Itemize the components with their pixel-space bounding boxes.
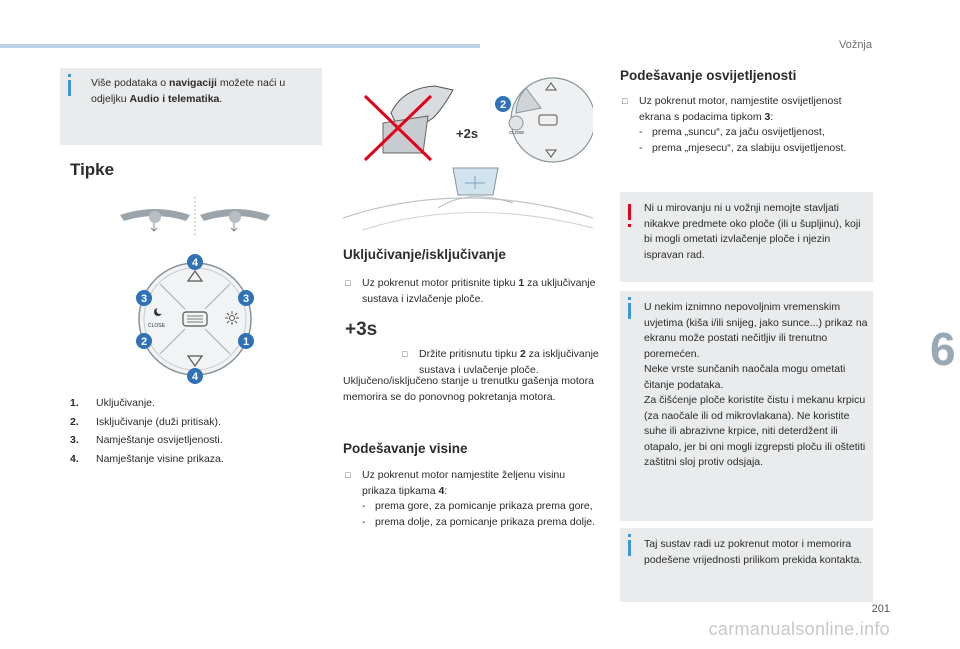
- button-legend-list: [70, 396, 320, 467]
- list-item: 1. Uključivanje.: [70, 397, 155, 409]
- svg-text:1: 1: [242, 336, 250, 348]
- hold-2s-badge: [456, 126, 478, 141]
- header-accent-bar: [0, 44, 480, 48]
- badge-3-left: [136, 290, 152, 306]
- info-text: Više podataka o navigaciji možete naći u odjeljku Audio i telematika.: [91, 77, 286, 105]
- section-title-tipke: Tipke: [70, 160, 115, 179]
- svg-text:4: 4: [191, 371, 199, 383]
- info-box-memory: [620, 528, 873, 602]
- visina-bullet: □ Uz pokrenut motor namjestite željenu visinu prikaza tipkama 4: - prema gore, za pomicanje prikaza prema gore, - prema dolje, za pomicanje prikaza prema dolje.: [343, 468, 597, 530]
- badge-1: [238, 333, 254, 349]
- svg-text:3: 3: [140, 293, 148, 305]
- hold-3s-badge: +3s: [345, 319, 378, 340]
- control-pad-diagram: [130, 252, 260, 387]
- page-number: 201: [871, 603, 890, 615]
- steering-wheel-right-icon: [200, 209, 270, 231]
- badge-4-top: [187, 254, 203, 270]
- warning-text: Ni u mirovanju ni u vožnji nemojte stavljati nikakve predmete oko ploče (ili u šupljinu), koji bi mogli ometati izvlačenje ploče i njezin ispravan rad.: [644, 202, 861, 261]
- watermark: carmanualsonline.info: [708, 619, 890, 639]
- info-text: U nekim iznimno nepovoljnim vremenskim uvjetima (kiša i/ili snijeg, jako sunce...) prikaz na ekranu može postati nečitljiv ili trenutno poremećen. Neke vrste sunčanih naočala mogu ometati čitanje podataka. Za čišćenje ploče koristite čistu i mekanu krpicu (za naočale ili od mikrovlakana). Ne koristite suhe ili abrazivne krpice, niti deterdžent ili otapalo, jer bi oni mogli izgrepsti ploču ili oštetiti zaštitni sloj protiv odsjaja.: [644, 301, 868, 468]
- section-title-visina: Podešavanje visine: [343, 441, 468, 456]
- chapter-title: Vožnja: [838, 39, 872, 51]
- sub-item: - prema „mjesecu“, za slabiju osvijetljenost.: [639, 141, 876, 157]
- svg-text:CLOSE: CLOSE: [509, 130, 525, 135]
- info-box-conditions: [620, 291, 873, 521]
- list-item: 4. Namještanje visine prikaza.: [70, 452, 224, 465]
- dashboard-illustration: [343, 168, 593, 230]
- sub-item: - prema „suncu“, za jaču osvijetljenost,: [639, 125, 876, 141]
- warning-icon: [628, 204, 631, 220]
- svg-text:+2s: +2s: [456, 126, 479, 141]
- steering-wheel-icons: [110, 195, 280, 235]
- svg-text:2: 2: [499, 99, 507, 111]
- info-icon: [628, 303, 631, 319]
- badge-2: [136, 333, 152, 349]
- info-icon: [628, 540, 631, 556]
- info-text: Taj sustav radi uz pokrenut motor i memorira podešene vrijednosti prilikom prekida kontakta.: [644, 538, 863, 566]
- hand-on-display-illustration: [365, 86, 453, 160]
- info-box-navigation: [60, 68, 322, 145]
- osvijetljenost-bullet: □ Uz pokrenut motor, namjestite osvijetljenost ekrana s podacima tipkom 3: - prema „suncu“, za jaču osvijetljenost, - prema „mjesecu“, za slabiju osvijetljenost.: [620, 94, 876, 156]
- svg-text:CLOSE: CLOSE: [148, 323, 165, 329]
- head-up-display-illustration: [343, 68, 593, 233]
- section-title-osvijetljenost: Podešavanje osvijetljenosti: [620, 68, 797, 83]
- list-item: 2. Isključivanje (duži pritisak).: [70, 415, 221, 428]
- hold-bullet: □ Držite pritisnutu tipku 2 za isključivanje sustava i uvlačenje ploče.: [402, 348, 599, 376]
- list-item: 3. Namještanje osvijetljenosti.: [70, 434, 223, 446]
- section-title-ukljucivanje: Uključivanje/isključivanje: [343, 247, 506, 262]
- badge-4-bottom: [187, 368, 203, 384]
- warning-box: [620, 192, 873, 282]
- sub-item: - prema gore, za pomicanje prikaza prema gore,: [362, 499, 597, 515]
- svg-text:3: 3: [242, 293, 250, 305]
- svg-text:4: 4: [191, 257, 199, 269]
- svg-text:2: 2: [140, 336, 148, 348]
- memory-note: Uključeno/isključeno stanje u trenutku gašenja motora memorira se do ponovnog pokretanja motora.: [343, 375, 594, 403]
- close-button-zoom: [495, 78, 593, 162]
- sub-item: - prema dolje, za pomicanje prikaza prema dolje.: [362, 515, 597, 531]
- info-icon: [68, 80, 71, 96]
- steering-wheel-left-icon: [120, 209, 190, 231]
- chapter-number: 6: [930, 323, 956, 375]
- badge-3-right: [238, 290, 254, 306]
- ukljucivanje-bullet: □ Uz pokrenut motor pritisnite tipku 1 za uključivanje sustava i izvlačenje ploče.: [345, 277, 596, 305]
